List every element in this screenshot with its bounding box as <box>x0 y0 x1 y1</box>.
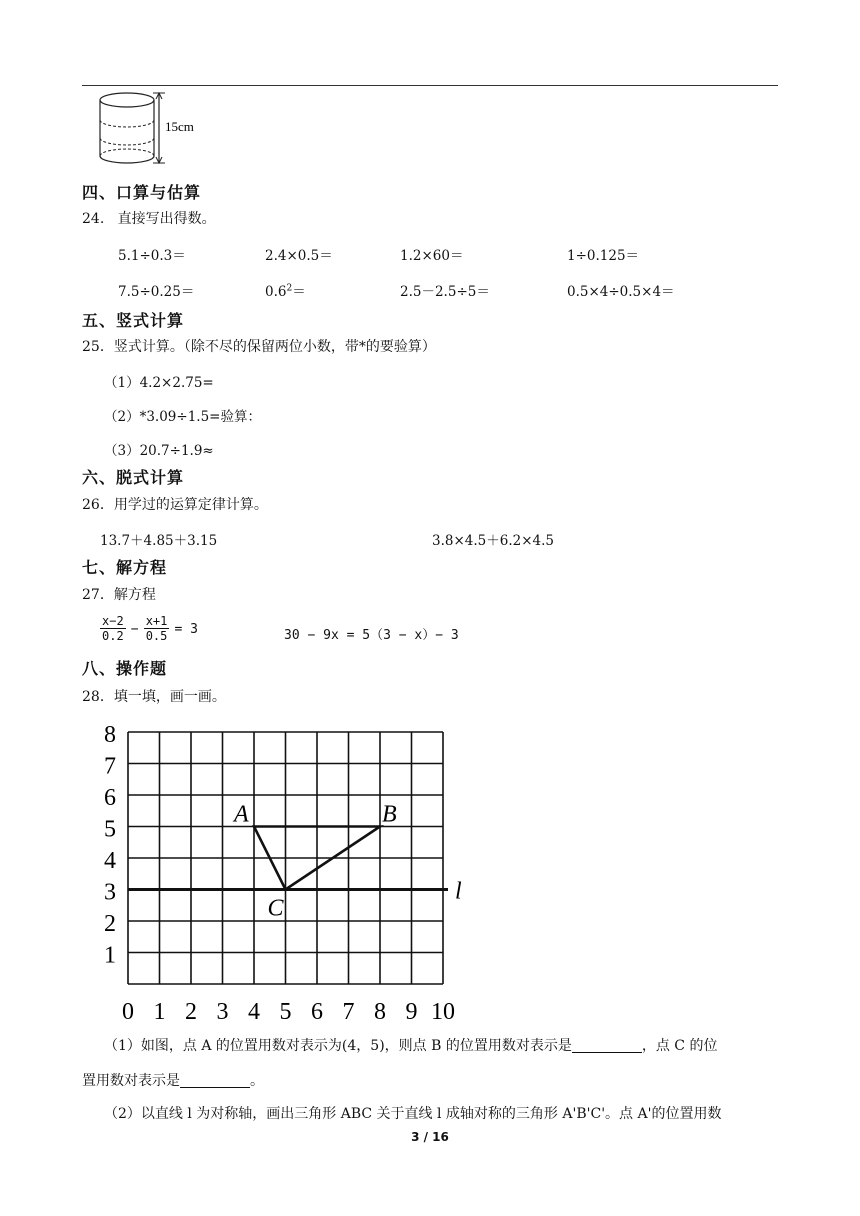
sub-question-1-line-2: 置用数对表示是 。 <box>82 1073 264 1089</box>
vertical-calc-1: （1）4.2×2.75= <box>104 375 214 391</box>
point-a-label: A <box>234 801 249 828</box>
cylinder-figure <box>95 88 245 173</box>
calc-item-7: 2.5－2.5÷5＝ <box>400 284 490 300</box>
question-26: 26．用学过的运算定律计算。 <box>82 497 268 513</box>
x-axis-label: 9 <box>405 999 418 1020</box>
calc-item-8: 0.5×4÷0.5×4＝ <box>567 284 675 300</box>
section-6-title: 六、脱式计算 <box>82 468 185 487</box>
page-number: 3 / 16 <box>411 1130 449 1144</box>
vertical-calc-3: （3）20.7÷1.9≈ <box>104 443 214 459</box>
x-axis-label: 2 <box>185 999 197 1020</box>
y-axis-label: 5 <box>104 816 116 843</box>
line-l-label: l <box>455 878 462 905</box>
y-axis-label: 6 <box>104 785 116 811</box>
question-24-number: 24. <box>82 211 105 227</box>
section-5-title: 五、竖式计算 <box>82 311 185 330</box>
y-axis-label: 1 <box>104 942 116 969</box>
section-8-title: 八、操作题 <box>82 659 168 678</box>
y-axis-label: 8 <box>104 722 116 748</box>
calc-item-5: 7.5÷0.25＝ <box>118 284 195 300</box>
x-axis-label: 8 <box>374 999 386 1020</box>
question-25: 25．竖式计算。（除不尽的保留两位小数，带*的要验算） <box>82 339 436 355</box>
equation-2: 30 − 9x = 5（3 − x）− 3 <box>284 628 459 643</box>
step-calc-1: 13.7＋4.85＋3.15 <box>100 533 218 549</box>
x-axis-label: 5 <box>279 999 292 1020</box>
section-4-title: 四、口算与估算 <box>82 183 202 202</box>
x-axis-label: 6 <box>311 999 323 1020</box>
question-27: 27．解方程 <box>82 587 156 603</box>
y-axis-label: 7 <box>104 753 116 780</box>
coordinate-grid <box>100 715 480 1020</box>
step-calc-2: 3.8×4.5＋6.2×4.5 <box>432 533 555 549</box>
x-axis-label: 0 <box>122 999 134 1020</box>
y-axis-label: 2 <box>104 911 116 937</box>
equation-1: $\frac{x-2}{0.2}$ − $\frac{x+1}{0.5}$ = 3 <box>102 614 198 643</box>
question-24 <box>82 208 216 228</box>
x-axis-label: 4 <box>248 999 260 1020</box>
question-24-text: 直接写出得数。 <box>117 211 216 227</box>
x-axis-label: 10 <box>431 999 455 1020</box>
section-7-title: 七、解方程 <box>82 558 168 577</box>
x-axis-label: 3 <box>216 999 229 1020</box>
sub-question-1-line-1: （1）如图，点 A 的位置用数对表示为(4，5)，则点 B 的位置用数对表示是 ，点 C 的位 <box>104 1038 718 1054</box>
answer-blank-c[interactable] <box>180 1073 250 1088</box>
calc-item-6: $0.6^2=$ <box>265 283 306 300</box>
calc-item-4: 1÷0.125＝ <box>567 248 640 264</box>
calc-item-1: 5.1÷0.3＝ <box>118 248 186 264</box>
x-axis-label: 7 <box>342 999 355 1020</box>
point-b-label: B <box>382 801 397 828</box>
header-rule <box>82 85 778 86</box>
point-c-label: C <box>267 895 284 922</box>
calc-item-3: 1.2×60＝ <box>400 248 464 264</box>
y-axis-label: 4 <box>104 848 116 874</box>
calc-item-2: 2.4×0.5＝ <box>265 248 333 264</box>
vertical-calc-2: （2）*3.09÷1.5=验算： <box>104 409 261 425</box>
sub-question-2: （2）以直线 l 为对称轴，画出三角形 ABC 关于直线 l 成轴对称的三角形 A'B'C'。点 A'的位置用数 <box>104 1106 722 1122</box>
cylinder-height-label: 15cm <box>165 119 194 134</box>
y-axis-label: 3 <box>104 879 116 906</box>
answer-blank-b[interactable] <box>572 1038 642 1053</box>
x-axis-label: 1 <box>153 999 166 1020</box>
question-28: 28．填一填，画一画。 <box>82 689 226 705</box>
